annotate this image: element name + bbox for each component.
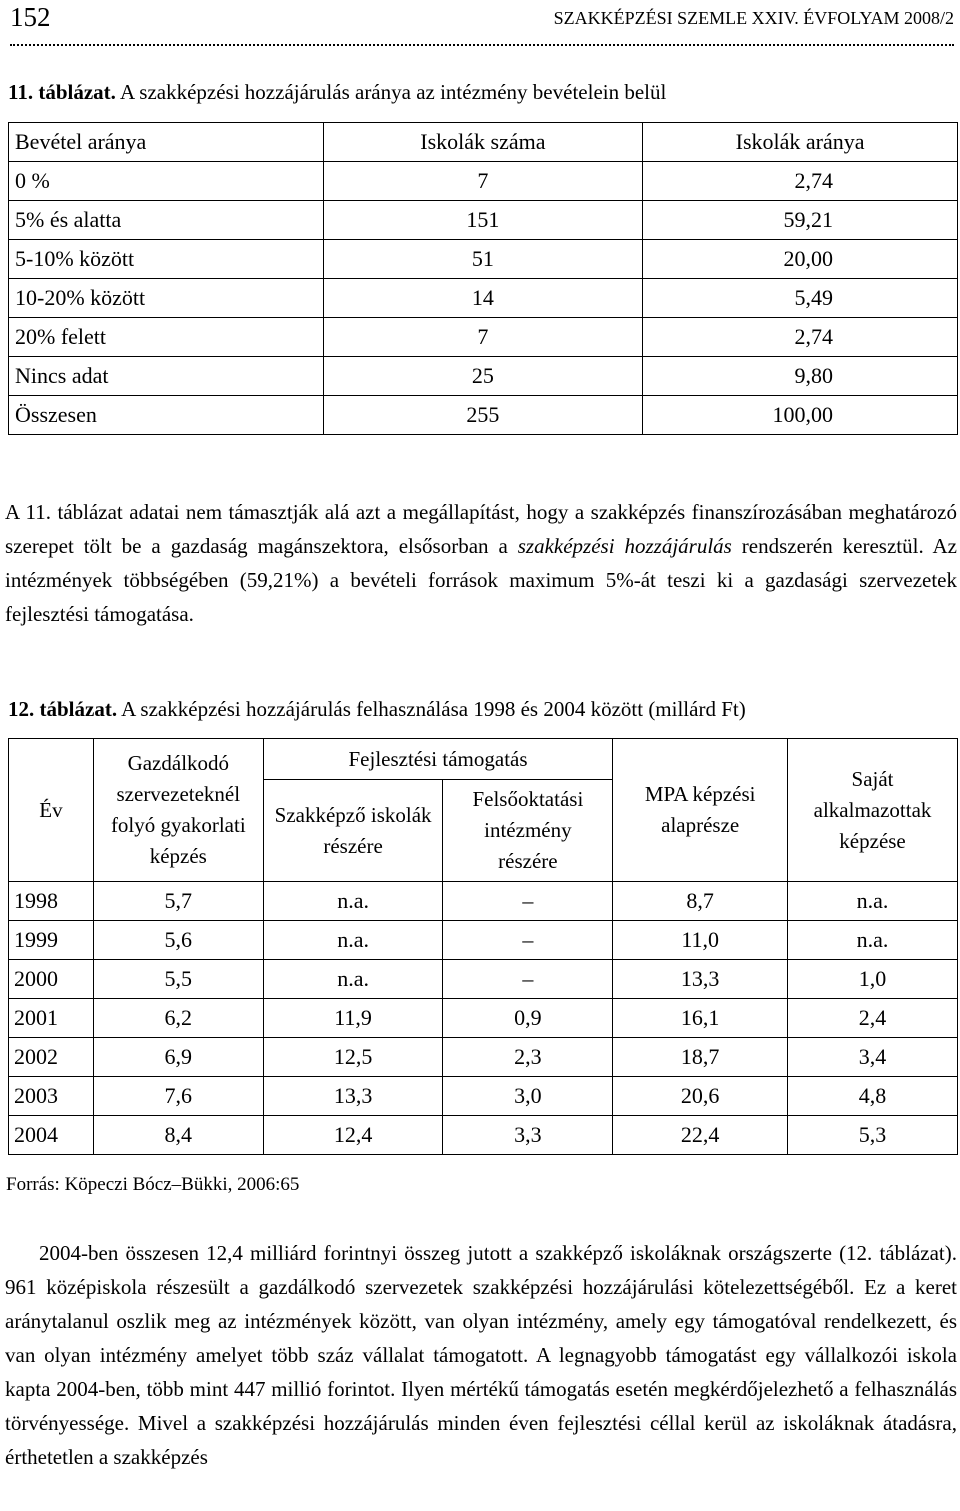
- table-cell: 1,0: [788, 960, 958, 999]
- table-cell: 2,74: [643, 162, 958, 201]
- table-cell: 59,21: [643, 201, 958, 240]
- table-cell: 1999: [9, 921, 94, 960]
- column-header-dev-schools: Szakképző iskolák részére: [263, 780, 443, 882]
- table-cell: 25: [323, 357, 643, 396]
- table-row: [9, 240, 958, 279]
- table-cell: 5,5: [93, 960, 263, 999]
- column-header-year: Év: [9, 739, 94, 882]
- column-header-mpa: MPA képzési alaprésze: [613, 739, 788, 882]
- table-cell: 3,3: [443, 1116, 613, 1155]
- table-cell: 22,4: [613, 1116, 788, 1155]
- table-cell: 151: [323, 201, 643, 240]
- table-cell: 5% és alatta: [9, 201, 324, 240]
- table-cell: 2,3: [443, 1038, 613, 1077]
- table-row: [9, 1038, 958, 1077]
- table-cell: 100,00: [643, 396, 958, 435]
- table-cell: 14: [323, 279, 643, 318]
- column-group-header-development: Fejlesztési támogatás: [263, 739, 613, 780]
- table-cell: 51: [323, 240, 643, 279]
- table-cell: n.a.: [788, 882, 958, 921]
- table-cell: 5,49: [643, 279, 958, 318]
- header-divider: [10, 44, 954, 46]
- paragraph-2: [5, 1236, 957, 1474]
- column-header: Bevétel aránya: [9, 123, 324, 162]
- table-cell: 9,80: [643, 357, 958, 396]
- table-cell: 1998: [9, 882, 94, 921]
- table-row: [9, 921, 958, 960]
- table-cell: –: [443, 960, 613, 999]
- table-cell: 12,4: [263, 1116, 443, 1155]
- table-cell: 2003: [9, 1077, 94, 1116]
- table-cell: 5,3: [788, 1116, 958, 1155]
- table-cell: 20,6: [613, 1077, 788, 1116]
- table-cell: n.a.: [263, 921, 443, 960]
- table-row: [9, 279, 958, 318]
- paragraph-1-text: [5, 495, 957, 631]
- running-title: SZAKKÉPZÉSI SZEMLE XXIV. ÉVFOLYAM 2008/2: [553, 8, 954, 28]
- table-cell: 13,3: [263, 1077, 443, 1116]
- table-header-row: [9, 123, 958, 162]
- table-cell: n.a.: [263, 882, 443, 921]
- table-cell: 16,1: [613, 999, 788, 1038]
- table-row: [9, 357, 958, 396]
- table-cell: 13,3: [613, 960, 788, 999]
- table-row: [9, 201, 958, 240]
- table-cell: 255: [323, 396, 643, 435]
- table-12: [8, 738, 958, 1155]
- table-cell: 3,0: [443, 1077, 613, 1116]
- table-cell: 7: [323, 318, 643, 357]
- table-cell: n.a.: [788, 921, 958, 960]
- table-cell: –: [443, 882, 613, 921]
- table-cell: 5-10% között: [9, 240, 324, 279]
- table-cell: 6,9: [93, 1038, 263, 1077]
- table-cell: n.a.: [263, 960, 443, 999]
- table-row: [9, 960, 958, 999]
- table-cell: 12,5: [263, 1038, 443, 1077]
- table-cell: 5,7: [93, 882, 263, 921]
- table-11-caption-number: 11. táblázat.: [8, 80, 116, 104]
- table-cell: 20,00: [643, 240, 958, 279]
- column-header-dev-higher: Felsőoktatási intézmény részére: [443, 780, 613, 882]
- table-cell: 7,6: [93, 1077, 263, 1116]
- table-cell: 4,8: [788, 1077, 958, 1116]
- table-cell: 7: [323, 162, 643, 201]
- table-12-source: Forrás: Köpeczi Bócz–Bükki, 2006:65: [6, 1174, 300, 1195]
- paragraph-2-text: 2004-ben összesen 12,4 milliárd forintnyi összeg jutott a szakképző iskoláknak országszerte (12. táblázat). 961 középiskola részesült a gazdálkodó szervezetek szakképzési hozzájárulási kötelezettségéből. Ez a keret aránytalanul oszlik meg az intézmények között, van olyan intézmény, amely egy támogatóval rendelkezett, és van olyan intézmény amelyet több száz vállalat támogatott. A legnagyobb támogatást egy vállalkozói iskola kapta 2004-ben, több mint 447 millió forintot. Ilyen mértékű támogatás esetén megkérdőjelezhető a felhasználás törvényessége. Mivel a szakképzési hozzájárulás minden éven fejlesztési céllal kerül az iskoláknak átadásra, érthetetlen a szakképzés: [5, 1241, 957, 1469]
- column-header: Iskolák száma: [323, 123, 643, 162]
- page-header: [10, 0, 954, 44]
- table-row: [9, 999, 958, 1038]
- table-cell: 10-20% között: [9, 279, 324, 318]
- paragraph-1-part-1: A 11. táblázat adatai nem támasztják alá azt a megállapítást, hogy a szakképzés finanszírozásában meghatározó szerepet tölt be a gazdaság magánszektora, elsősorban a: [5, 500, 957, 558]
- paragraph-1-emphasis: szakképzési hozzájárulás: [517, 534, 732, 558]
- table-header-row: [9, 739, 958, 780]
- table-row: [9, 162, 958, 201]
- table-total-row: [9, 396, 958, 435]
- table-cell: 11,9: [263, 999, 443, 1038]
- table-12-caption-number: 12. táblázat.: [8, 697, 118, 721]
- table-cell: 6,2: [93, 999, 263, 1038]
- table-12-caption: [8, 697, 746, 722]
- table-cell: 8,7: [613, 882, 788, 921]
- table-cell: 0,9: [443, 999, 613, 1038]
- table-cell: 3,4: [788, 1038, 958, 1077]
- table-11-caption: [8, 80, 666, 105]
- table-cell: 18,7: [613, 1038, 788, 1077]
- table-cell: 2004: [9, 1116, 94, 1155]
- table-cell: 2001: [9, 999, 94, 1038]
- table-cell: 11,0: [613, 921, 788, 960]
- table-cell: 0 %: [9, 162, 324, 201]
- table-cell: 2002: [9, 1038, 94, 1077]
- table-cell: Összesen: [9, 396, 324, 435]
- table-cell: –: [443, 921, 613, 960]
- page-number: 152: [10, 2, 51, 32]
- column-header-practical: Gazdálkodó szervezeteknél folyó gyakorlati képzés: [93, 739, 263, 882]
- table-row: [9, 882, 958, 921]
- table-11: [8, 122, 958, 435]
- table-12-caption-text: A szakképzési hozzájárulás felhasználása 1998 és 2004 között (millárd Ft): [121, 697, 746, 721]
- paragraph-1-part-2: rendszerén keresztül. Az intézmények többségében (59,21%) a bevételi források maximum 5%-át teszi ki a gazdasági szervezetek fejlesztési támogatása.: [5, 534, 957, 626]
- table-cell: 5,6: [93, 921, 263, 960]
- table-cell: 2000: [9, 960, 94, 999]
- table-cell: 2,74: [643, 318, 958, 357]
- table-cell: 2,4: [788, 999, 958, 1038]
- table-cell: 8,4: [93, 1116, 263, 1155]
- column-header: Iskolák aránya: [643, 123, 958, 162]
- column-header-own-staff: Saját alkalmazottak képzése: [788, 739, 958, 882]
- table-row: [9, 318, 958, 357]
- table-cell: 20% felett: [9, 318, 324, 357]
- table-11-caption-text: A szakképzési hozzájárulás aránya az intézmény bevételein belül: [120, 80, 667, 104]
- table-row: [9, 1116, 958, 1155]
- table-cell: Nincs adat: [9, 357, 324, 396]
- paragraph-1: [5, 495, 957, 631]
- table-row: [9, 1077, 958, 1116]
